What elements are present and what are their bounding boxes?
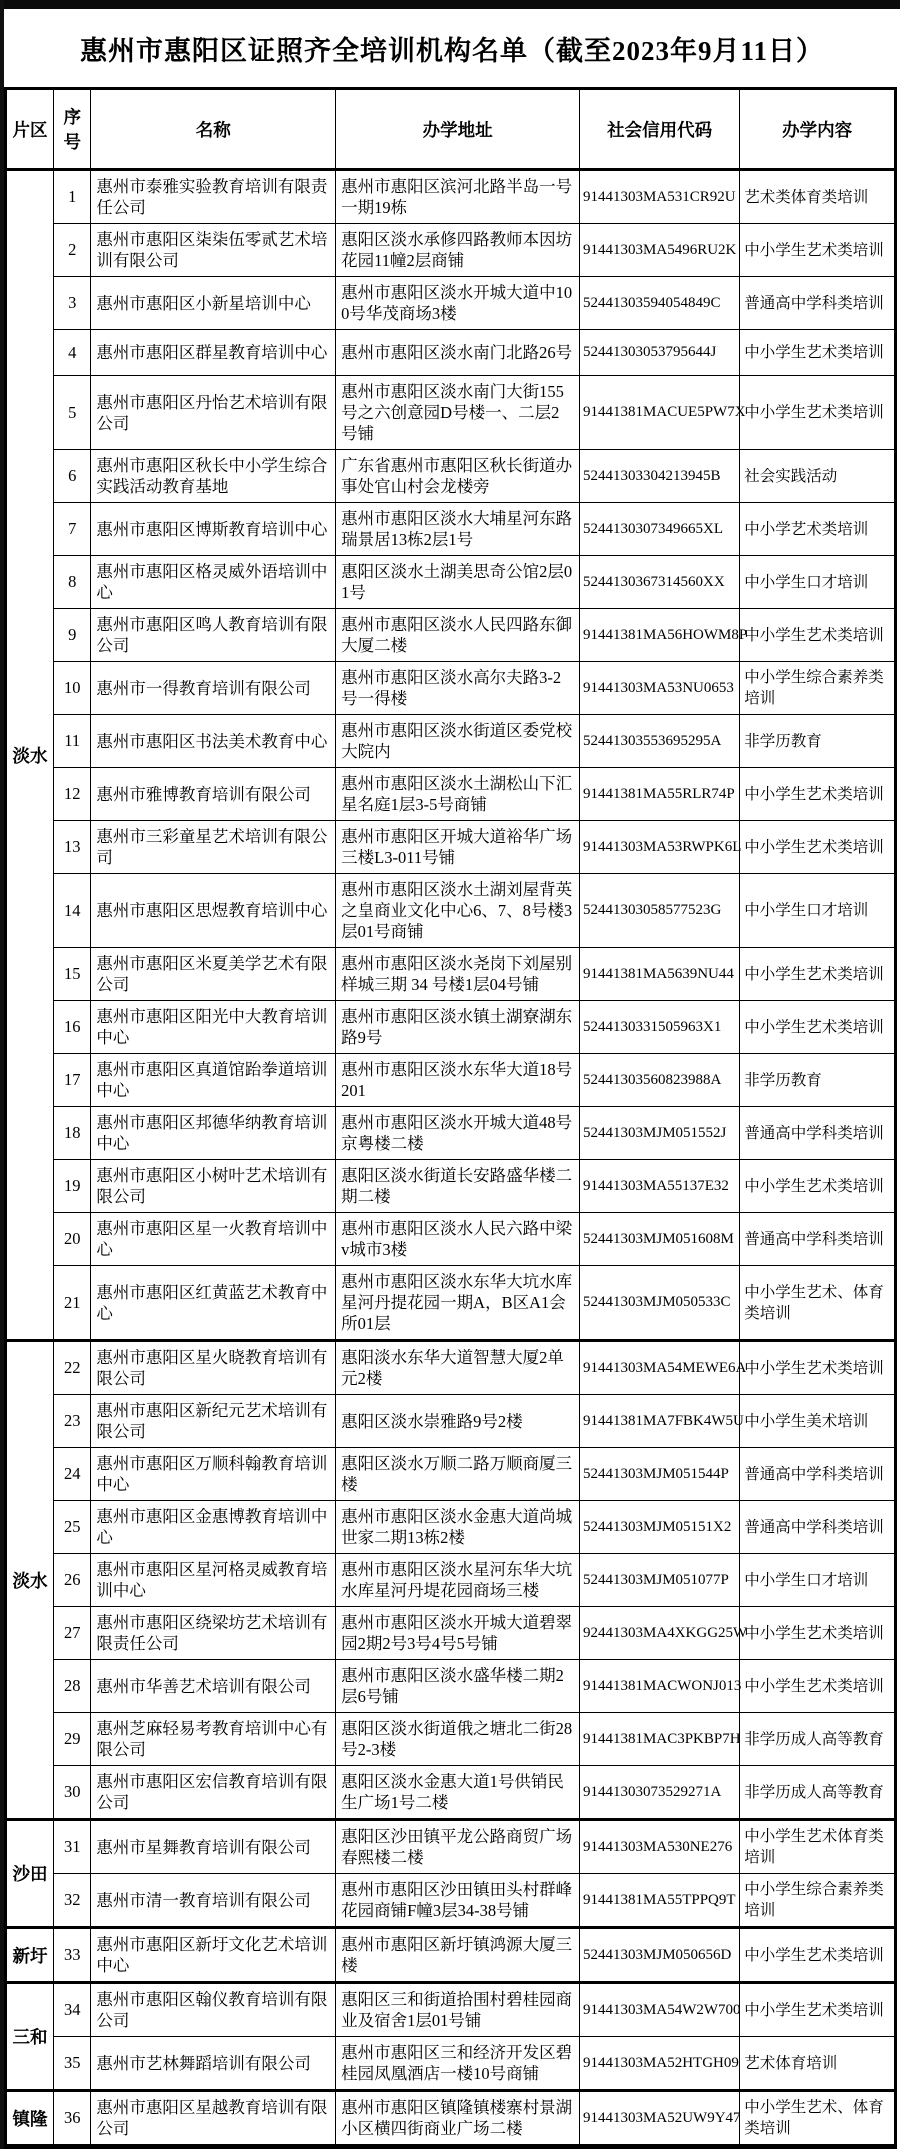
address-cell: 惠州市惠阳区三和经济开发区碧桂园凤凰酒店一楼10号商铺 — [336, 2037, 580, 2091]
table-row — [6, 450, 896, 503]
address-cell: 惠州市惠阳区淡水镇土湖寮湖东路9号 — [336, 1001, 580, 1054]
title-band — [4, 9, 900, 87]
teaching-content-cell: 非学历成人高等教育 — [740, 1713, 896, 1766]
row-number-cell: 20 — [54, 1213, 91, 1266]
teaching-content-cell: 中小学生艺术类培训 — [740, 330, 896, 376]
institution-name-cell: 惠州市惠阳区红黄蓝艺术教育中心 — [91, 1266, 336, 1341]
row-number-cell: 15 — [54, 948, 91, 1001]
header-name: 名称 — [91, 89, 336, 170]
teaching-content-cell: 非学历教育 — [740, 715, 896, 768]
institution-name-cell: 惠州市雅博教育培训有限公司 — [91, 768, 336, 821]
credit-code-cell: 52441303MJM050656D — [580, 1928, 740, 1983]
credit-code-cell: 92441303MA4XKGG25W — [580, 1607, 740, 1660]
table-row — [6, 821, 896, 874]
institution-name-cell: 惠州市惠阳区金惠博教育培训中心 — [91, 1501, 336, 1554]
table-row — [6, 1554, 896, 1607]
row-number-cell: 21 — [54, 1266, 91, 1341]
table-row — [6, 1054, 896, 1107]
row-number-cell: 26 — [54, 1554, 91, 1607]
table-row — [6, 1266, 896, 1341]
row-number-cell: 19 — [54, 1160, 91, 1213]
credit-code-cell: 91441303MA55137E32 — [580, 1160, 740, 1213]
credit-code-cell: 52441303560823988A — [580, 1054, 740, 1107]
row-number-cell: 12 — [54, 768, 91, 821]
credit-code-cell: 52441303304213945B — [580, 450, 740, 503]
institution-name-cell: 惠州市惠阳区阳光中大教育培训中心 — [91, 1001, 336, 1054]
teaching-content-cell: 中小学生艺术类培训 — [740, 609, 896, 662]
row-number-cell: 14 — [54, 874, 91, 948]
header-number: 序号 — [54, 89, 91, 170]
row-number-cell: 32 — [54, 1874, 91, 1928]
address-cell: 惠阳区沙田镇平龙公路商贸广场春熙楼二楼 — [336, 1820, 580, 1874]
row-number-cell: 25 — [54, 1501, 91, 1554]
page-title: 惠州市惠阳区证照齐全培训机构名单（截至2023年9月11日） — [79, 35, 824, 66]
institution-name-cell: 惠州市惠阳区翰仪教育培训有限公司 — [91, 1983, 336, 2037]
teaching-content-cell: 社会实践活动 — [740, 450, 896, 503]
table-row — [6, 224, 896, 277]
institution-name-cell: 惠州市惠阳区新纪元艺术培训有限公司 — [91, 1395, 336, 1448]
table-row — [6, 1766, 896, 1820]
teaching-content-cell: 中小学生美术培训 — [740, 1395, 896, 1448]
table-row — [6, 948, 896, 1001]
teaching-content-cell: 中小学生艺术类培训 — [740, 1928, 896, 1983]
address-cell: 惠州市惠阳区淡水尧岗下刘屋别样城三期 34 号楼1层04号铺 — [336, 948, 580, 1001]
row-number-cell: 33 — [54, 1928, 91, 1983]
institution-name-cell: 惠州市惠阳区小新星培训中心 — [91, 277, 336, 330]
header-area: 片区 — [6, 89, 54, 170]
credit-code-cell: 91441381MA55TPPQ9T — [580, 1874, 740, 1928]
teaching-content-cell: 非学历教育 — [740, 1054, 896, 1107]
credit-code-cell: 91441303MA54MEWE6A — [580, 1341, 740, 1395]
credit-code-cell: 91441303MA53RWPK6L — [580, 821, 740, 874]
credit-code-cell: 91441303073529271A — [580, 1766, 740, 1820]
institution-name-cell: 惠州市惠阳区群星教育培训中心 — [91, 330, 336, 376]
institution-name-cell: 惠州市惠阳区星越教育培训有限公司 — [91, 2091, 336, 2147]
table-row — [6, 662, 896, 715]
teaching-content-cell: 中小学生艺术类培训 — [740, 768, 896, 821]
credit-code-cell: 91441303MA5496RU2K — [580, 224, 740, 277]
header-credit-code: 社会信用代码 — [580, 89, 740, 170]
address-cell: 惠州市惠阳区淡水东华大坑水库星河丹提花园一期A，B区A1会所01层 — [336, 1266, 580, 1341]
row-number-cell: 16 — [54, 1001, 91, 1054]
institution-name-cell: 惠州市惠阳区柒柒伍零贰艺术培训有限公司 — [91, 224, 336, 277]
table-row — [6, 277, 896, 330]
row-number-cell: 24 — [54, 1448, 91, 1501]
institution-name-cell: 惠州市惠阳区鸣人教育培训有限公司 — [91, 609, 336, 662]
credit-code-cell: 91441381MA56HOWM8P — [580, 609, 740, 662]
teaching-content-cell: 艺术体育培训 — [740, 2037, 896, 2091]
address-cell: 惠阳区淡水街道长安路盛华楼二期二楼 — [336, 1160, 580, 1213]
teaching-content-cell: 中小学生艺术类培训 — [740, 1160, 896, 1213]
table-row — [6, 2037, 896, 2091]
teaching-content-cell: 中小学生艺术类培训 — [740, 224, 896, 277]
row-number-cell: 7 — [54, 503, 91, 556]
table-row — [6, 1448, 896, 1501]
credit-code-cell: 52441303MJM05151X2 — [580, 1501, 740, 1554]
teaching-content-cell: 艺术类体育类培训 — [740, 170, 896, 224]
table-row — [6, 1660, 896, 1713]
address-cell: 惠州市惠阳区镇隆镇楼寨村景湖小区横四街商业广场二楼 — [336, 2091, 580, 2147]
row-number-cell: 2 — [54, 224, 91, 277]
credit-code-cell: 91441381MA7FBK4W5U — [580, 1395, 740, 1448]
row-number-cell: 34 — [54, 1983, 91, 2037]
table-row — [6, 1820, 896, 1874]
credit-code-cell: 91441381MA55RLR74P — [580, 768, 740, 821]
area-cell: 沙田 — [6, 1820, 54, 1928]
credit-code-cell: 91441381MA5639NU44 — [580, 948, 740, 1001]
row-number-cell: 8 — [54, 556, 91, 609]
table-row — [6, 1213, 896, 1266]
institution-name-cell: 惠州市一得教育培训有限公司 — [91, 662, 336, 715]
teaching-content-cell: 中小学生口才培训 — [740, 874, 896, 948]
address-cell: 惠阳区淡水承修四路教师本因坊花园11幢2层商铺 — [336, 224, 580, 277]
teaching-content-cell: 普通高中学科类培训 — [740, 1501, 896, 1554]
table-header — [6, 89, 896, 170]
page-top-border — [4, 0, 900, 9]
institution-name-cell: 惠州市泰雅实验教育培训有限责任公司 — [91, 170, 336, 224]
row-number-cell: 35 — [54, 2037, 91, 2091]
institution-name-cell: 惠州市惠阳区丹怡艺术培训有限公司 — [91, 376, 336, 450]
teaching-content-cell: 中小学艺术类培训 — [740, 503, 896, 556]
table-row — [6, 1341, 896, 1395]
table-row — [6, 1501, 896, 1554]
teaching-content-cell: 中小学生艺术类培训 — [740, 376, 896, 450]
institution-name-cell: 惠州市华善艺术培训有限公司 — [91, 1660, 336, 1713]
credit-code-cell: 5244130367314560XX — [580, 556, 740, 609]
credit-code-cell: 91441303MA531CR92U — [580, 170, 740, 224]
table-row — [6, 330, 896, 376]
training-institutions-table — [4, 87, 897, 2149]
teaching-content-cell: 中小学生艺术类培训 — [740, 1341, 896, 1395]
credit-code-cell: 52441303058577523G — [580, 874, 740, 948]
teaching-content-cell: 中小学生艺术类培训 — [740, 821, 896, 874]
credit-code-cell: 5244130331505963X1 — [580, 1001, 740, 1054]
table-row — [6, 2091, 896, 2147]
table-row — [6, 1928, 896, 1983]
teaching-content-cell: 中小学生艺术、体育类培训 — [740, 2091, 896, 2147]
teaching-content-cell: 中小学生口才培训 — [740, 556, 896, 609]
address-cell: 惠州市惠阳区淡水星河东华大坑水库星河丹堤花园商场三楼 — [336, 1554, 580, 1607]
address-cell: 惠州市惠阳区淡水土湖松山下汇星名庭1层3-5号商铺 — [336, 768, 580, 821]
row-number-cell: 1 — [54, 170, 91, 224]
row-number-cell: 27 — [54, 1607, 91, 1660]
teaching-content-cell: 中小学生艺术类培训 — [740, 1983, 896, 2037]
institution-name-cell: 惠州市惠阳区星河格灵威教育培训中心 — [91, 1554, 336, 1607]
institution-name-cell: 惠州市惠阳区宏信教育培训有限公司 — [91, 1766, 336, 1820]
table-row — [6, 170, 896, 224]
address-cell: 惠阳区淡水崇雅路9号2楼 — [336, 1395, 580, 1448]
address-cell: 惠州市惠阳区淡水东华大道18号201 — [336, 1054, 580, 1107]
table-row — [6, 1874, 896, 1928]
table-row — [6, 768, 896, 821]
row-number-cell: 9 — [54, 609, 91, 662]
address-cell: 惠州市惠阳区淡水人民四路东御大厦二楼 — [336, 609, 580, 662]
area-cell: 淡水 — [6, 170, 54, 1341]
credit-code-cell: 91441303MA530NE276 — [580, 1820, 740, 1874]
header-address: 办学地址 — [336, 89, 580, 170]
row-number-cell: 4 — [54, 330, 91, 376]
institution-name-cell: 惠州市惠阳区新圩文化艺术培训中心 — [91, 1928, 336, 1983]
area-cell: 淡水 — [6, 1341, 54, 1820]
row-number-cell: 17 — [54, 1054, 91, 1107]
address-cell: 惠阳区淡水街道俄之塘北二街28号2-3楼 — [336, 1713, 580, 1766]
teaching-content-cell: 普通高中学科类培训 — [740, 277, 896, 330]
address-cell: 惠州市惠阳区淡水人民六路中梁v城市3楼 — [336, 1213, 580, 1266]
table-row — [6, 874, 896, 948]
institution-name-cell: 惠州市惠阳区星一火教育培训中心 — [91, 1213, 336, 1266]
table-row — [6, 1395, 896, 1448]
institution-name-cell: 惠州市惠阳区星火晓教育培训有限公司 — [91, 1341, 336, 1395]
credit-code-cell: 52441303MJM051077P — [580, 1554, 740, 1607]
credit-code-cell: 52441303MJM051608M — [580, 1213, 740, 1266]
credit-code-cell: 91441303MA53NU0653 — [580, 662, 740, 715]
institution-name-cell: 惠州市惠阳区秋长中小学生综合实践活动教育基地 — [91, 450, 336, 503]
credit-code-cell: 52441303MJM050533C — [580, 1266, 740, 1341]
teaching-content-cell: 非学历成人高等教育 — [740, 1766, 896, 1820]
credit-code-cell: 91441381MACUE5PW7X — [580, 376, 740, 450]
teaching-content-cell: 中小学生艺术类培训 — [740, 948, 896, 1001]
credit-code-cell: 91441303MA52UW9Y47 — [580, 2091, 740, 2147]
teaching-content-cell: 中小学生口才培训 — [740, 1554, 896, 1607]
address-cell: 惠阳区淡水土湖美思奇公馆2层01号 — [336, 556, 580, 609]
table-row — [6, 556, 896, 609]
teaching-content-cell: 中小学生艺术类培训 — [740, 1660, 896, 1713]
institution-name-cell: 惠州市惠阳区绕梁坊艺术培训有限责任公司 — [91, 1607, 336, 1660]
area-cell: 镇隆 — [6, 2091, 54, 2147]
institution-name-cell: 惠州市艺林舞蹈培训有限公司 — [91, 2037, 336, 2091]
institution-name-cell: 惠州市惠阳区书法美术教育中心 — [91, 715, 336, 768]
area-cell: 三和 — [6, 1983, 54, 2091]
teaching-content-cell: 中小学生艺术体育类培训 — [740, 1820, 896, 1874]
address-cell: 惠州市惠阳区淡水开城大道中100号华茂商场3楼 — [336, 277, 580, 330]
address-cell: 惠州市惠阳区淡水盛华楼二期2层6号铺 — [336, 1660, 580, 1713]
institution-name-cell: 惠州市惠阳区米夏美学艺术有限公司 — [91, 948, 336, 1001]
credit-code-cell: 91441381MACWONJ013 — [580, 1660, 740, 1713]
address-cell: 惠州市惠阳区淡水南门北路26号 — [336, 330, 580, 376]
table-row — [6, 1107, 896, 1160]
address-cell: 广东省惠州市惠阳区秋长街道办事处官山村会龙楼旁 — [336, 450, 580, 503]
address-cell: 惠州市惠阳区淡水南门大街155号之六创意园D号楼一、二层2号铺 — [336, 376, 580, 450]
institution-name-cell: 惠州市清一教育培训有限公司 — [91, 1874, 336, 1928]
teaching-content-cell: 普通高中学科类培训 — [740, 1213, 896, 1266]
table-row — [6, 609, 896, 662]
institution-name-cell: 惠州市惠阳区邦德华纳教育培训中心 — [91, 1107, 336, 1160]
address-cell: 惠州市惠阳区淡水金惠大道尚城世家二期13栋2楼 — [336, 1501, 580, 1554]
teaching-content-cell: 中小学生综合素养类培训 — [740, 662, 896, 715]
credit-code-cell: 52441303553695295A — [580, 715, 740, 768]
row-number-cell: 23 — [54, 1395, 91, 1448]
row-number-cell: 3 — [54, 277, 91, 330]
address-cell: 惠阳区淡水金惠大道1号供销民生广场1号二楼 — [336, 1766, 580, 1820]
institution-name-cell: 惠州市三彩童星艺术培训有限公司 — [91, 821, 336, 874]
credit-code-cell: 91441303MA52HTGH09 — [580, 2037, 740, 2091]
table-body — [6, 170, 896, 2147]
address-cell: 惠阳区淡水万顺二路万顺商厦三楼 — [336, 1448, 580, 1501]
row-number-cell: 31 — [54, 1820, 91, 1874]
address-cell: 惠州市惠阳区淡水开城大道碧翠园2期2号3号4号5号铺 — [336, 1607, 580, 1660]
table-row — [6, 715, 896, 768]
teaching-content-cell: 普通高中学科类培训 — [740, 1448, 896, 1501]
table-row — [6, 1983, 896, 2037]
credit-code-cell: 91441303MA54W2W700 — [580, 1983, 740, 2037]
teaching-content-cell: 中小学生艺术类培训 — [740, 1001, 896, 1054]
institution-name-cell: 惠州市惠阳区小树叶艺术培训有限公司 — [91, 1160, 336, 1213]
teaching-content-cell: 中小学生艺术类培训 — [740, 1607, 896, 1660]
credit-code-cell: 52441303594054849C — [580, 277, 740, 330]
credit-code-cell: 5244130307349665XL — [580, 503, 740, 556]
address-cell: 惠阳区三和街道拾围村碧桂园商业及宿舍1层01号铺 — [336, 1983, 580, 2037]
address-cell: 惠州市惠阳区淡水土湖刘屋背英之皇商业文化中心6、7、8号楼3层01号商铺 — [336, 874, 580, 948]
row-number-cell: 30 — [54, 1766, 91, 1820]
row-number-cell: 18 — [54, 1107, 91, 1160]
credit-code-cell: 52441303MJM051544P — [580, 1448, 740, 1501]
teaching-content-cell: 中小学生综合素养类培训 — [740, 1874, 896, 1928]
row-number-cell: 28 — [54, 1660, 91, 1713]
row-number-cell: 5 — [54, 376, 91, 450]
institution-name-cell: 惠州市惠阳区真道馆跆拳道培训中心 — [91, 1054, 336, 1107]
header-content: 办学内容 — [740, 89, 896, 170]
address-cell: 惠州市惠阳区淡水大埔星河东路瑞景居13栋2层1号 — [336, 503, 580, 556]
credit-code-cell: 91441381MAC3PKBP7H — [580, 1713, 740, 1766]
table-row — [6, 1607, 896, 1660]
address-cell: 惠州市惠阳区淡水高尔夫路3-2号一得楼 — [336, 662, 580, 715]
teaching-content-cell: 中小学生艺术、体育类培训 — [740, 1266, 896, 1341]
institution-name-cell: 惠州市惠阳区博斯教育培训中心 — [91, 503, 336, 556]
credit-code-cell: 52441303053795644J — [580, 330, 740, 376]
institution-name-cell: 惠州市惠阳区格灵威外语培训中心 — [91, 556, 336, 609]
institution-name-cell: 惠州芝麻轻易考教育培训中心有限公司 — [91, 1713, 336, 1766]
row-number-cell: 11 — [54, 715, 91, 768]
row-number-cell: 13 — [54, 821, 91, 874]
institution-name-cell: 惠州市星舞教育培训有限公司 — [91, 1820, 336, 1874]
table-row — [6, 1713, 896, 1766]
table-row — [6, 503, 896, 556]
institution-name-cell: 惠州市惠阳区思煜教育培训中心 — [91, 874, 336, 948]
address-cell: 惠州市惠阳区淡水街道区委党校大院内 — [336, 715, 580, 768]
table-row — [6, 1001, 896, 1054]
credit-code-cell: 52441303MJM051552J — [580, 1107, 740, 1160]
teaching-content-cell: 普通高中学科类培训 — [740, 1107, 896, 1160]
address-cell: 惠州市惠阳区淡水开城大道48号京粤楼二楼 — [336, 1107, 580, 1160]
table-row — [6, 376, 896, 450]
address-cell: 惠阳淡水东华大道智慧大厦2单元2楼 — [336, 1341, 580, 1395]
row-number-cell: 10 — [54, 662, 91, 715]
row-number-cell: 6 — [54, 450, 91, 503]
row-number-cell: 36 — [54, 2091, 91, 2147]
table-header-row — [6, 89, 896, 170]
address-cell: 惠州市惠阳区开城大道裕华广场三楼L3-011号铺 — [336, 821, 580, 874]
address-cell: 惠州市惠阳区沙田镇田头村群峰花园商铺F幢3层34-38号铺 — [336, 1874, 580, 1928]
address-cell: 惠州市惠阳区滨河北路半岛一号一期19栋 — [336, 170, 580, 224]
table-row — [6, 1160, 896, 1213]
institution-name-cell: 惠州市惠阳区万顺科翰教育培训中心 — [91, 1448, 336, 1501]
row-number-cell: 29 — [54, 1713, 91, 1766]
row-number-cell: 22 — [54, 1341, 91, 1395]
address-cell: 惠州市惠阳区新圩镇鸿源大厦三楼 — [336, 1928, 580, 1983]
area-cell: 新圩 — [6, 1928, 54, 1983]
